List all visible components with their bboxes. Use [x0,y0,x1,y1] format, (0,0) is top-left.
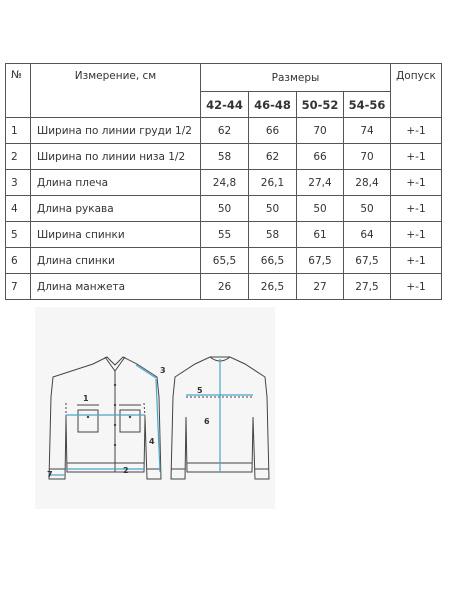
row-size-value: 64 [344,222,391,248]
row-size-value: 50 [201,196,249,222]
measurement-lines [49,359,253,475]
table-header-row [6,64,442,92]
table-row [6,274,442,300]
label-2: 2 [123,466,129,475]
row-size-value: 26,5 [249,274,297,300]
row-measurement-name: Длина спинки [31,248,201,274]
row-measurement-name: Длина плеча [31,170,201,196]
row-size-value: 26,1 [249,170,297,196]
size-column-header: 46-48 [249,92,297,118]
header-sizes: Размеры [201,64,391,92]
row-tolerance: +-1 [391,222,442,248]
row-tolerance: +-1 [391,144,442,170]
row-number: 4 [6,196,31,222]
row-size-value: 67,5 [344,248,391,274]
row-size-value: 67,5 [297,248,344,274]
row-size-value: 65,5 [201,248,249,274]
row-size-value: 66 [297,144,344,170]
row-measurement-name: Ширина по линии груди 1/2 [31,118,201,144]
table-row [6,170,442,196]
row-measurement-name: Длина рукава [31,196,201,222]
row-measurement-name: Длина манжета [31,274,201,300]
row-size-value: 74 [344,118,391,144]
size-column-header: 54-56 [344,92,391,118]
row-size-value: 70 [297,118,344,144]
row-measurement-name: Ширина спинки [31,222,201,248]
label-7: 7 [47,470,53,479]
row-size-value: 50 [344,196,391,222]
row-size-value: 66 [249,118,297,144]
row-size-value: 55 [201,222,249,248]
row-tolerance: +-1 [391,196,442,222]
row-tolerance: +-1 [391,170,442,196]
row-size-value: 26 [201,274,249,300]
row-size-value: 61 [297,222,344,248]
row-tolerance: +-1 [391,274,442,300]
row-number: 1 [6,118,31,144]
table-row [6,248,442,274]
front-jacket-drawing [49,357,161,479]
row-number: 6 [6,248,31,274]
row-size-value: 62 [201,118,249,144]
row-tolerance: +-1 [391,118,442,144]
label-4: 4 [149,437,155,446]
label-3: 3 [160,366,166,375]
row-size-value: 62 [249,144,297,170]
header-number: № [6,64,31,118]
table-row [6,222,442,248]
size-column-header: 42-44 [201,92,249,118]
table-row [6,118,442,144]
label-1: 1 [83,394,89,403]
row-size-value: 27,5 [344,274,391,300]
table-body [6,118,442,300]
row-size-value: 58 [201,144,249,170]
row-size-value: 50 [297,196,344,222]
row-size-value: 27,4 [297,170,344,196]
row-size-value: 24,8 [201,170,249,196]
table-row [6,196,442,222]
row-number: 5 [6,222,31,248]
row-size-value: 70 [344,144,391,170]
header-measurement: Измерение, см [31,64,201,118]
row-number: 7 [6,274,31,300]
size-table [5,63,442,300]
header-tolerance: Допуск [391,64,442,118]
jacket-diagram-svg [35,307,275,509]
row-size-value: 66,5 [249,248,297,274]
size-column-header: 50-52 [297,92,344,118]
label-5: 5 [197,386,203,395]
row-number: 3 [6,170,31,196]
table-row [6,144,442,170]
row-size-value: 27 [297,274,344,300]
row-size-value: 28,4 [344,170,391,196]
row-size-value: 50 [249,196,297,222]
row-measurement-name: Ширина по линии низа 1/2 [31,144,201,170]
row-tolerance: +-1 [391,248,442,274]
label-6: 6 [204,417,210,426]
row-number: 2 [6,144,31,170]
jacket-diagram [35,307,275,509]
row-size-value: 58 [249,222,297,248]
